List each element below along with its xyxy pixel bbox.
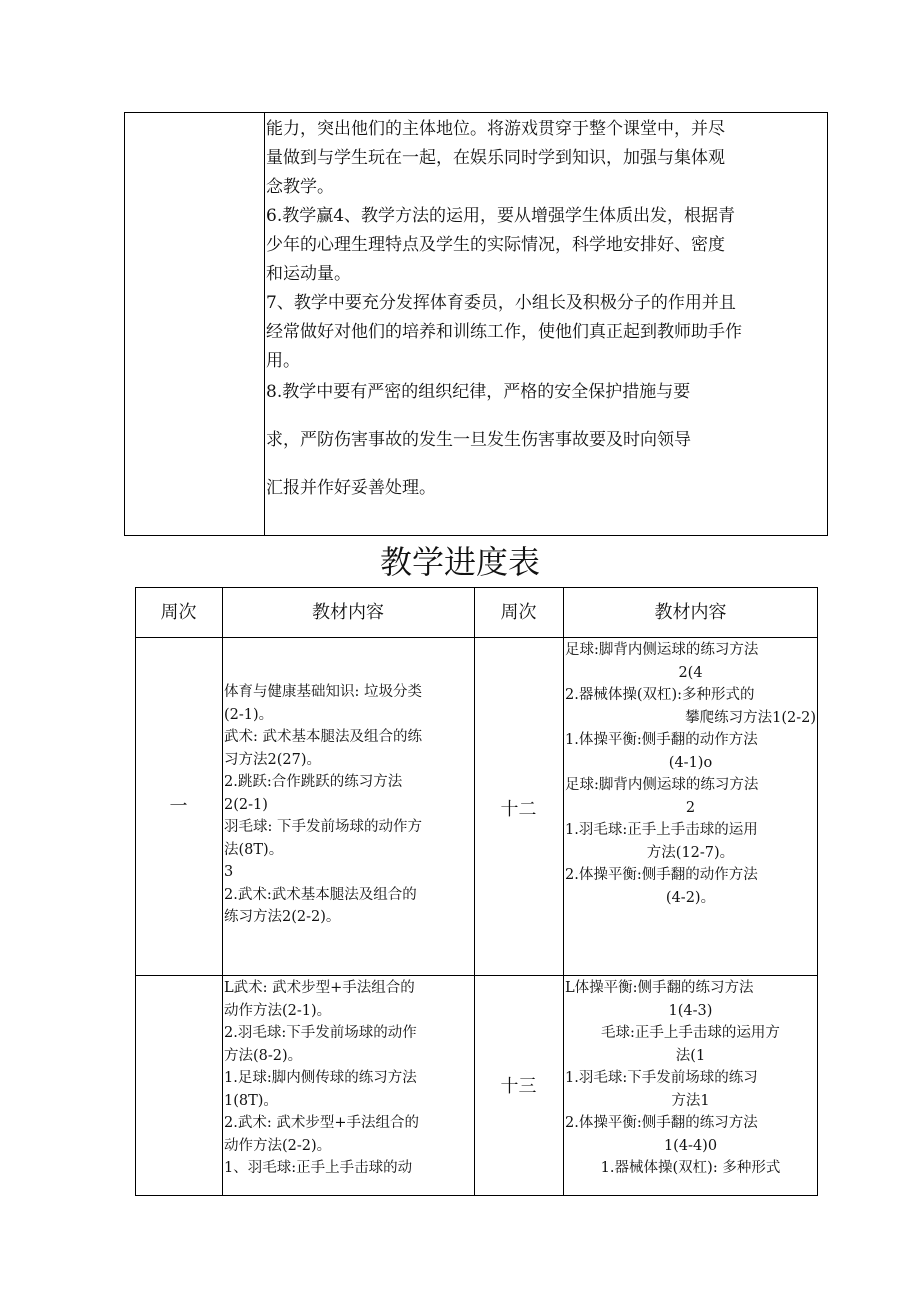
cell-line: 1.羽毛球:下手发前场球的练习	[565, 1070, 758, 1086]
cell-line: 2(4	[678, 664, 703, 681]
cell-line: 2.羽毛球:下手发前场球的动作	[224, 1025, 417, 1041]
week-number: 十二	[500, 799, 537, 820]
table-col-divider	[222, 587, 223, 1196]
cell-line: 武术: 武术基本腿法及组合的练	[224, 729, 422, 745]
week-number: 十三	[500, 1076, 537, 1097]
cell-line: 方法(12-7)。	[646, 844, 735, 861]
content-cell	[565, 977, 816, 1180]
cell-line: 1、羽毛球:正手上手击球的动	[224, 1160, 413, 1176]
header-week: 周次	[160, 602, 197, 623]
cell-line: 2.武术:武术基本腿法及组合的	[224, 886, 417, 903]
cell-line: (4-2)。	[665, 889, 716, 906]
header-week: 周次	[500, 602, 537, 623]
notes-line: 能力，突出他们的主体地位。将游戏贯穿于整个课堂中，并尽	[266, 119, 725, 139]
cell-line: 2.跳跃:合作跳跃的练习方法	[224, 774, 403, 790]
cell-line: 2.体操平衡:侧手翻的练习方法	[565, 1115, 758, 1131]
cell-line: 1(4-3)	[668, 1002, 713, 1019]
table-row-divider	[135, 975, 818, 976]
cell-line: 练习方法2(2-2)。	[224, 909, 341, 925]
cell-line: 羽毛球: 下手发前场球的动作方	[224, 819, 422, 835]
cell-line: 法(1	[675, 1047, 706, 1064]
cell-line: 方法(8-2)。	[224, 1047, 303, 1064]
cell-line: 3	[224, 864, 234, 880]
cell-line: (4-1)o	[668, 754, 713, 771]
cell-line: 1(8T)。	[224, 1092, 278, 1109]
cell-line: 2(2-1)	[224, 796, 268, 813]
notes-text	[266, 115, 828, 376]
table-col-divider	[563, 587, 564, 1196]
cell-line: 足球:脚背内侧运球的练习方法	[565, 777, 759, 793]
cell-line: 攀爬练习方法1(2-2)	[685, 709, 816, 726]
header-content: 教材内容	[312, 602, 384, 623]
cell-line: 法(8T)。	[224, 841, 284, 858]
notes-line: 6.教学赢4、教学方法的运用，要从增强学生体质出发，根据青	[266, 206, 736, 226]
notes-line: 经常做好对他们的培养和训练工作，使他们真正起到教师助手作	[266, 322, 742, 342]
cell-line: 1.体操平衡:侧手翻的动作方法	[565, 732, 758, 748]
cell-line: L武术: 武术步型+手法组合的	[224, 980, 415, 996]
content-cell	[224, 977, 474, 1180]
notes-line: 汇报并作好妥善处理。	[266, 478, 436, 498]
cell-line: 动作方法(2-2)。	[224, 1137, 332, 1154]
cell-line: 习方法2(27)。	[224, 751, 321, 768]
cell-line: 2.武术: 武术步型+手法组合的	[224, 1115, 419, 1131]
notes-table-divider	[264, 112, 265, 536]
cell-line: 2	[685, 799, 696, 816]
notes-line: 用。	[266, 351, 300, 371]
cell-line: L体操平衡:侧手翻的练习方法	[565, 980, 754, 996]
cell-line: 1.足球:脚内侧传球的练习方法	[224, 1070, 417, 1086]
cell-line: 毛球:正手上手击球的运用方	[601, 1025, 780, 1041]
week-number: 一	[169, 796, 188, 817]
cell-line: 1.器械体操(双杠): 多种形式	[600, 1160, 781, 1176]
cell-line: 动作方法(2-1)。	[224, 1002, 332, 1019]
content-cell	[224, 681, 474, 929]
table-col-divider	[474, 587, 475, 1196]
notes-line: 和运动量。	[266, 264, 351, 284]
content-cell	[565, 639, 816, 909]
notes-line: 求，严防伤害事故的发生一旦发生伤害事故要及时向领导	[266, 430, 691, 450]
cell-line: 1.羽毛球:正手上手击球的运用	[565, 822, 758, 838]
page-title: 教学进度表	[379, 543, 540, 581]
notes-line: 少年的心理生理特点及学生的实际情况，科学地安排好、密度	[266, 235, 725, 255]
notes-line: 量做到与学生玩在一起，在娱乐同时学到知识，加强与集体观	[266, 148, 725, 168]
cell-line: 1(4-4)0	[663, 1137, 718, 1154]
cell-line: 2.器械体操(双杠):多种形式的	[565, 687, 755, 703]
notes-line: 念教学。	[266, 177, 334, 197]
cell-line: 2.体操平衡:侧手翻的动作方法	[565, 867, 758, 883]
notes-line: 8.教学中要有严密的组织纪律，严格的安全保护措施与要	[266, 382, 691, 402]
cell-line: 方法1	[671, 1092, 710, 1109]
cell-line: 体育与健康基础知识: 垃圾分类	[224, 684, 422, 700]
cell-line: (2-1)。	[224, 706, 274, 723]
header-content: 教材内容	[654, 602, 727, 623]
notes-line: 7、教学中要充分发挥体育委员，小组长及积极分子的作用并且	[266, 293, 736, 313]
cell-line: 足球:脚背内侧运球的练习方法	[565, 642, 759, 658]
